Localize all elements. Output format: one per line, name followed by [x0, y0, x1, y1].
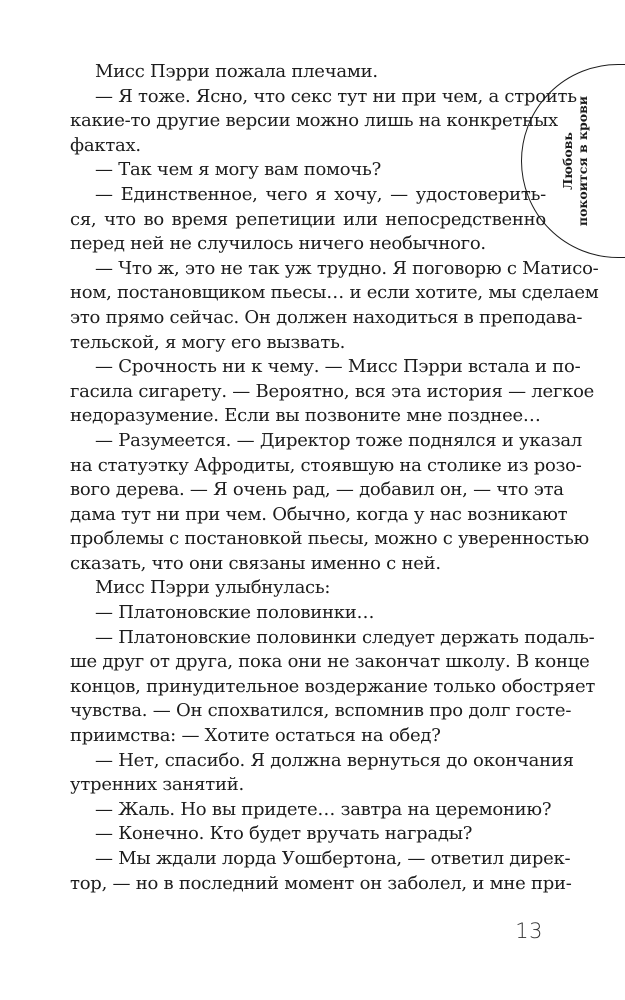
- text-line: концов, принудительное воздержание только обостряет: [70, 675, 596, 697]
- text-line: ся, что во время репетиции или непосредственно: [70, 208, 546, 230]
- text-line: перед ней не случилось ничего необычного.: [70, 233, 486, 255]
- text-line: проблемы с постановкой пьесы, можно с уверенностью: [70, 528, 589, 550]
- text-line: — Жаль. Но вы придете… завтра на церемонию?: [95, 798, 552, 820]
- text-line: тор, — но в последний момент он заболел, и мне при-: [70, 872, 572, 894]
- text-line: Мисс Пэрри пожала плечами.: [95, 61, 378, 82]
- text-line: фактах.: [70, 134, 141, 156]
- text-line: — Единственное, чего я хочу, — удостоверить-: [95, 183, 546, 205]
- text-line: тельской, я могу его вызвать.: [70, 331, 346, 353]
- chapter-title: [560, 96, 590, 226]
- page-number: 13: [515, 919, 543, 943]
- text-line: на статуэтку Афродиты, стоявшую на столике из розо-: [70, 454, 582, 476]
- text-line: — Платоновские половинки…: [95, 602, 375, 624]
- text-line: это прямо сейчас. Он должен находиться в преподава-: [70, 306, 583, 328]
- text-line: — Нет, спасибо. Я должна вернуться до окончания: [95, 749, 574, 771]
- text-line: — Что ж, это не так уж трудно. Я поговорю с Матисо-: [95, 257, 599, 279]
- text-line: — Платоновские половинки следует держать подаль-: [95, 626, 595, 648]
- chapter-title-line-2: покоится в крови: [575, 95, 590, 227]
- text-line: — Я тоже. Ясно, что секс тут ни при чем, а строить: [95, 85, 577, 107]
- text-line: Мисс Пэрри улыбнулась:: [95, 577, 331, 599]
- text-line: — Конечно. Кто будет вручать награды?: [95, 823, 473, 845]
- text-line: ном, постановщиком пьесы… и если хотите, мы сделаем: [70, 282, 599, 304]
- text-line: ше друг от друга, пока они не закончат школу. В конце: [70, 651, 590, 673]
- text-line: недоразумение. Если вы позвоните мне позднее…: [70, 405, 541, 427]
- text-line: дама тут ни при чем. Обычно, когда у нас возникают: [70, 503, 568, 525]
- chapter-title-line-1: Любовь: [560, 132, 575, 190]
- text-line: какие-то другие версии можно лишь на конкретных: [70, 110, 558, 132]
- text-line: — Мы ждали лорда Уошбертона, — ответил дирек-: [95, 848, 571, 869]
- text-line: сказать, что они связаны именно с ней.: [70, 552, 441, 574]
- text-line: — Разумеется. — Директор тоже поднялся и указал: [95, 429, 583, 451]
- text-line: гасила сигарету. — Вероятно, вся эта история — легкое: [70, 380, 595, 402]
- text-line: приимства: — Хотите остаться на обед?: [70, 725, 441, 747]
- text-line: утренних занятий.: [70, 774, 244, 796]
- text-line: — Срочность ни к чему. — Мисс Пэрри встала и по-: [95, 356, 581, 378]
- text-line: чувства. — Он спохватился, вспомнив про долг госте-: [70, 700, 572, 722]
- text-line: вого дерева. — Я очень рад, — добавил он, — что эта: [70, 479, 564, 501]
- text-line: — Так чем я могу вам помочь?: [95, 159, 381, 181]
